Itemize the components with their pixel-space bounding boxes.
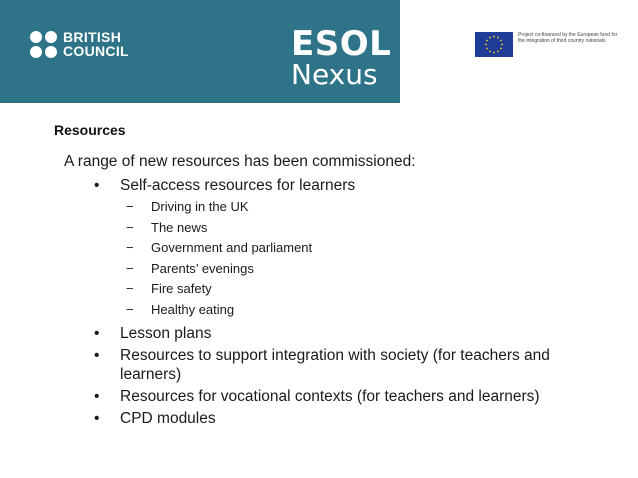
resource-sublist-item-label: Parents’ evenings	[151, 260, 254, 276]
bullet-marker: •	[94, 324, 100, 342]
resource-sublist-item-label: Government and parliament	[151, 240, 313, 255]
dash-marker: −	[126, 219, 134, 235]
resource-sublist-item	[120, 280, 594, 297]
resource-sublist-item	[120, 301, 594, 318]
slide-heading: Resources	[54, 122, 126, 138]
resource-list-item-label: Resources to support integration with society (for teachers and learners)	[120, 346, 550, 383]
dash-marker: −	[126, 199, 134, 214]
resource-list-item	[94, 324, 594, 343]
bullet-marker: •	[94, 346, 100, 364]
esol-logo-line1: ESOL	[291, 24, 392, 64]
resource-sublist-item	[120, 198, 594, 215]
resource-list-item-label: CPD modules	[120, 409, 216, 427]
bullet-marker: •	[94, 177, 100, 194]
eu-funding-text: Project co-financed by the European fund for the integration of third country nationals	[518, 32, 618, 44]
resource-sublist	[120, 198, 594, 318]
british-council-line2: COUNCIL	[63, 43, 129, 59]
dash-marker: −	[126, 301, 134, 317]
resource-sublist-item	[120, 260, 594, 277]
resource-list	[94, 176, 594, 431]
british-council-line1: BRITISH	[63, 29, 122, 45]
esol-logo-line2: Nexus	[291, 58, 378, 91]
bullet-marker: •	[94, 387, 100, 405]
bullet-marker: •	[94, 409, 100, 427]
dash-marker: −	[126, 281, 134, 296]
resource-list-item	[94, 387, 594, 406]
resource-sublist-item-label: Healthy eating	[151, 301, 235, 317]
resource-list-item	[94, 409, 594, 428]
resource-list-item-label: Lesson plans	[120, 324, 212, 342]
dash-marker: −	[126, 240, 134, 255]
resource-sublist-item	[120, 219, 594, 236]
resource-sublist-item-label: Fire safety	[151, 281, 212, 296]
resource-sublist-item-label: Driving in the UK	[151, 199, 249, 214]
resource-list-item	[94, 346, 594, 384]
dash-marker: −	[126, 260, 134, 276]
resource-list-item-label: Self-access resources for learners	[120, 177, 356, 194]
resource-list-item-label: Resources for vocational contexts (for teachers and learners)	[120, 387, 540, 405]
slide-intro: A range of new resources has been commissioned:	[64, 153, 416, 170]
resource-sublist-item	[120, 239, 594, 256]
resource-sublist-item-label: The news	[151, 219, 208, 235]
resource-list-item	[94, 176, 594, 318]
